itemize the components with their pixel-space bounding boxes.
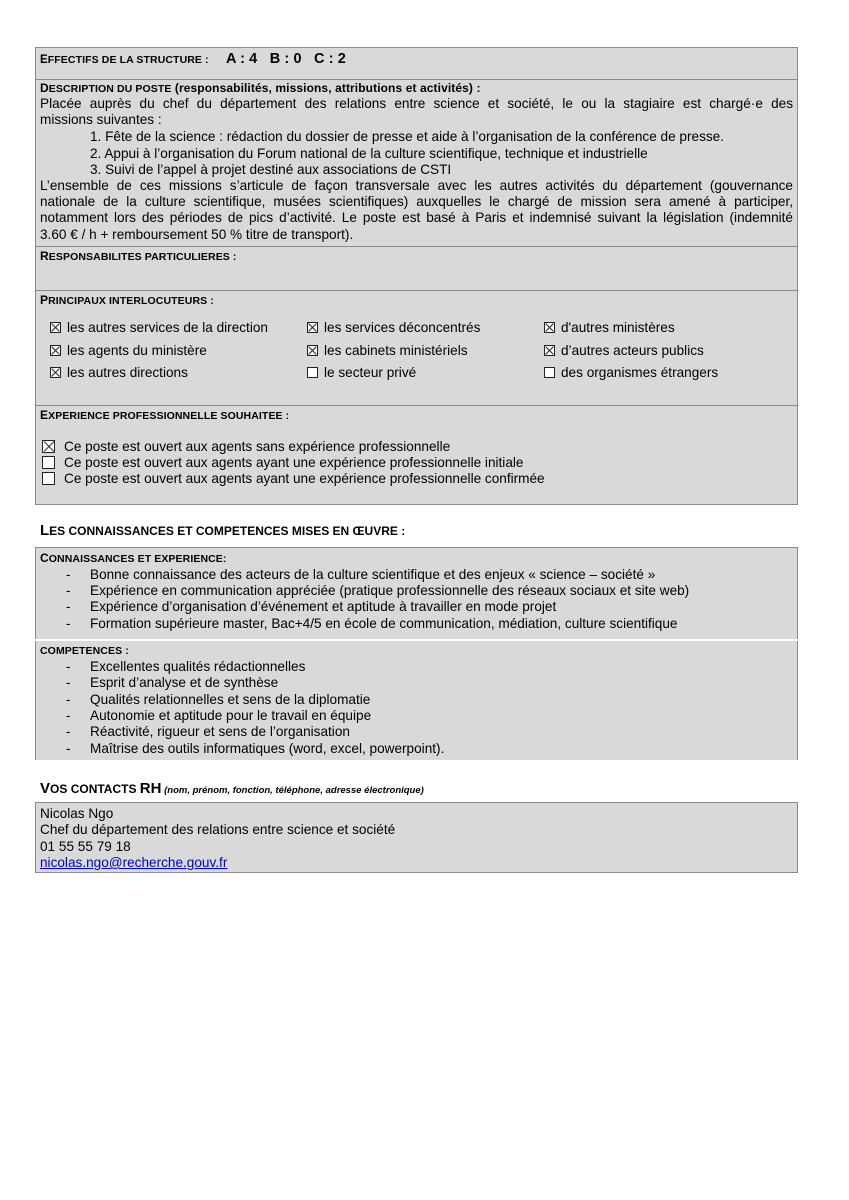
- list-item: Expérience en communication appréciée (pratique professionnelle des réseaux sociaux et site web): [90, 583, 690, 598]
- list-item: Excellentes qualités rédactionnelles: [90, 659, 306, 674]
- interlocuteurs-label: PRINCIPAUX INTERLOCUTEURS :: [40, 293, 214, 307]
- checkbox[interactable]: [42, 456, 55, 469]
- experience-label: EXPERIENCE PROFESSIONNELLE SOUHAITEE :: [40, 408, 290, 422]
- list-item: Esprit d’analyse et de synthèse: [90, 675, 279, 690]
- checkbox[interactable]: [50, 322, 61, 333]
- description-intro-1: Placée auprès du chef du département des relations entre science et société, le ou la stagiaire est chargé·e des: [40, 96, 793, 111]
- responsabilites-label: RESPONSABILITES PARTICULIERES :: [40, 249, 237, 263]
- checkbox[interactable]: [42, 440, 55, 453]
- experience-option: Ce poste est ouvert aux agents ayant une expérience professionnelle initiale: [64, 455, 524, 470]
- checkbox[interactable]: [544, 345, 555, 356]
- list-item: Maîtrise des outils informatiques (word, excel, powerpoint).: [90, 741, 445, 756]
- checkbox[interactable]: [307, 322, 318, 333]
- list-item: Réactivité, rigueur et sens de l’organisation: [90, 724, 350, 739]
- contacts-heading: VOS CONTACTS RH (nom, prénom, fonction, téléphone, adresse électronique): [40, 780, 424, 797]
- checkbox[interactable]: [50, 345, 61, 356]
- option-label: des organismes étrangers: [561, 365, 719, 380]
- bullet: -: [66, 741, 71, 756]
- checkbox[interactable]: [544, 322, 555, 333]
- bullet: -: [66, 692, 71, 707]
- contact-phone: 01 55 55 79 18: [40, 839, 131, 854]
- contact-email-link[interactable]: nicolas.ngo@recherche.gouv.fr: [40, 855, 228, 870]
- description-label: DESCRIPTION DU POSTE (responsabilités, missions, attributions et activités) :: [40, 81, 481, 95]
- checkbox[interactable]: [307, 367, 318, 378]
- checkbox[interactable]: [42, 472, 55, 485]
- mission-item: 1. Fête de la science : rédaction du dossier de presse et aide à l’organisation de la conférence de presse.: [90, 129, 725, 144]
- option-label: le secteur privé: [324, 365, 417, 380]
- bullet: -: [66, 583, 71, 598]
- connaissances-label: CONNAISSANCES ET EXPERIENCE:: [40, 551, 227, 565]
- checkbox[interactable]: [50, 367, 61, 378]
- competences-heading: LES CONNAISSANCES ET COMPETENCES MISES EN ŒUVRE :: [40, 522, 406, 539]
- option-label: les services déconcentrés: [324, 320, 481, 335]
- option-label: les cabinets ministériels: [324, 343, 468, 358]
- list-item: Bonne connaissance des acteurs de la culture scientifique et des enjeux « science – société »: [90, 567, 656, 582]
- experience-option: Ce poste est ouvert aux agents sans expérience professionnelle: [64, 439, 451, 454]
- contact-role: Chef du département des relations entre science et société: [40, 822, 396, 837]
- description-paragraph-4: 3.60 € / h + remboursement 50 % titre de transport).: [40, 227, 354, 242]
- description-paragraph-2: nationale de la culture scientifique, musées scientifiques) auxquelles le chargé de mission sera amené à participer,: [40, 194, 793, 209]
- list-item: Formation supérieure master, Bac+4/5 en école de communication, médiation, culture scientifique: [90, 616, 678, 631]
- effectifs-label: EFFECTIFS DE LA STRUCTURE : A : 4 B : 0 C : 2: [40, 51, 346, 67]
- bullet: -: [66, 708, 71, 723]
- option-label: d'autres ministères: [561, 320, 675, 335]
- bullet: -: [66, 616, 71, 631]
- bullet: -: [66, 567, 71, 582]
- bullet: -: [66, 724, 71, 739]
- option-label: d’autres acteurs publics: [561, 343, 704, 358]
- description-intro-2: missions suivantes :: [40, 112, 162, 127]
- option-label: les agents du ministère: [67, 343, 207, 358]
- competences-label: COMPETENCES :: [40, 645, 129, 657]
- description-paragraph-3: notamment lors des périodes de pics d’activité. Le poste est basé à Paris et indemnisé suivant la législation (indemnité: [40, 210, 793, 225]
- option-label: les autres directions: [67, 365, 188, 380]
- checkbox[interactable]: [307, 345, 318, 356]
- list-item: Autonomie et aptitude pour le travail en équipe: [90, 708, 372, 723]
- bullet: -: [66, 659, 71, 674]
- description-paragraph-1: L’ensemble de ces missions s’articule de façon transversale avec les autres activités du département (gouvernance: [40, 178, 793, 193]
- bullet: -: [66, 599, 71, 614]
- effectifs-values: A : 4 B : 0 C : 2: [225, 51, 346, 67]
- mission-item: 2. Appui à l’organisation du Forum national de la culture scientifique, technique et industrielle: [90, 146, 648, 161]
- bullet: -: [66, 675, 71, 690]
- list-item: Expérience d’organisation d’événement et aptitude à travailler en mode projet: [90, 599, 557, 614]
- option-label: les autres services de la direction: [67, 320, 268, 335]
- list-item: Qualités relationnelles et sens de la diplomatie: [90, 692, 371, 707]
- experience-option: Ce poste est ouvert aux agents ayant une expérience professionnelle confirmée: [64, 471, 545, 486]
- checkbox[interactable]: [544, 367, 555, 378]
- mission-item: 3. Suivi de l’appel à projet destiné aux associations de CSTI: [90, 162, 452, 177]
- contact-name: Nicolas Ngo: [40, 806, 114, 821]
